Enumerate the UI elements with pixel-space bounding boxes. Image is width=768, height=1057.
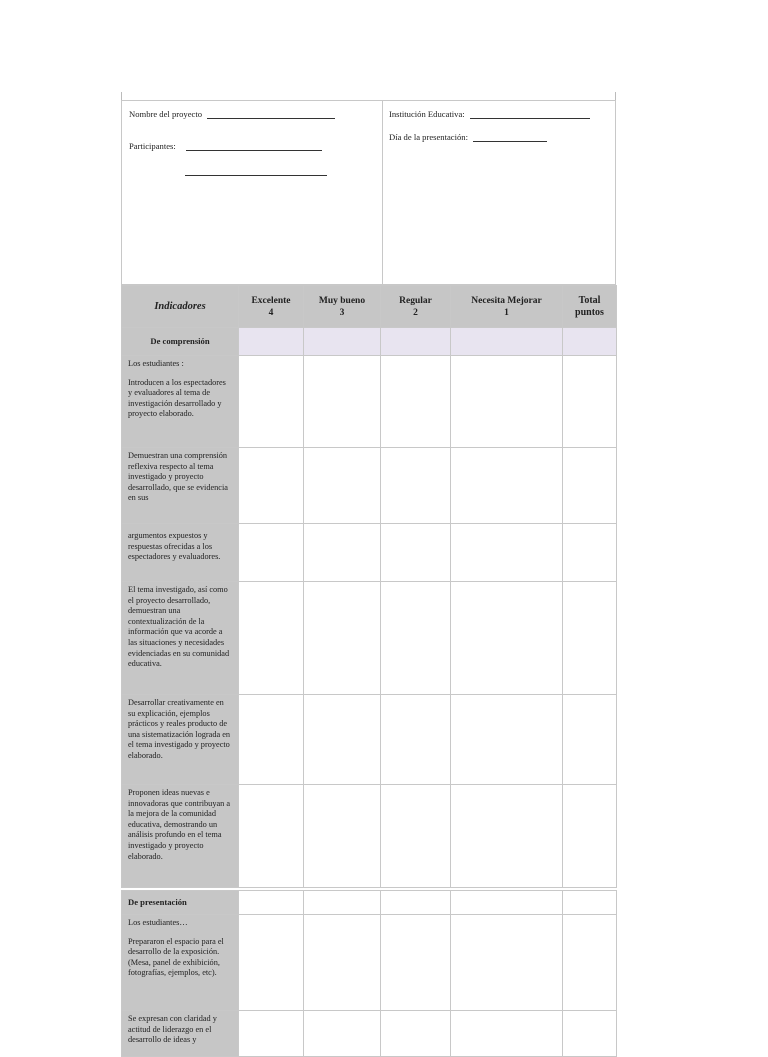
table-row (122, 785, 617, 888)
table-row (122, 695, 617, 785)
presentation-day-line[interactable] (473, 141, 547, 142)
project-info-header (121, 100, 616, 285)
col-header-necesita-mejorar: Necesita Mejorar 1 (451, 286, 563, 328)
table-row (122, 524, 617, 582)
table-row (122, 356, 617, 448)
score-cell[interactable] (304, 524, 381, 582)
institution-field[interactable] (389, 109, 590, 119)
participants-line-2[interactable] (185, 165, 327, 176)
page-edge-line (121, 92, 122, 100)
score-cell[interactable] (381, 915, 451, 1011)
score-cell[interactable] (304, 328, 381, 356)
score-cell[interactable] (381, 582, 451, 695)
table-row (122, 915, 617, 1011)
table-row (122, 582, 617, 695)
table-header-row (122, 286, 617, 328)
score-cell[interactable] (239, 328, 304, 356)
col-header-indicadores: Indicadores (122, 286, 239, 328)
score-cell[interactable] (381, 356, 451, 448)
score-cell[interactable] (451, 891, 563, 915)
project-info-left (122, 101, 383, 284)
score-cell[interactable] (563, 524, 617, 582)
participants-field[interactable] (129, 141, 322, 151)
indicator-cell (122, 1011, 239, 1057)
score-cell[interactable] (381, 785, 451, 888)
section-row-presentacion (122, 891, 617, 915)
score-cell[interactable] (304, 695, 381, 785)
indicator-text: Desarrollar creativamente en su explicación, ejemplos prácticos y reales producto de una sistematización lograda en el tema investigado y proyecto elaborado. (128, 698, 231, 760)
indicator-cell (122, 356, 239, 448)
score-cell[interactable] (563, 328, 617, 356)
section-label: De comprensión (122, 328, 239, 356)
score-cell[interactable] (451, 1011, 563, 1057)
score-cell[interactable] (381, 891, 451, 915)
project-name-line[interactable] (207, 118, 335, 119)
page-edge-line (615, 92, 616, 100)
col-header-total-puntos: Total puntos (563, 286, 617, 328)
indicator-text: Se expresan con claridad y actitud de liderazgo en el desarrollo de ideas y (128, 1014, 217, 1045)
score-cell[interactable] (451, 328, 563, 356)
indicator-cell (122, 785, 239, 888)
participants-label: Participantes: (129, 141, 176, 151)
indicator-cell (122, 915, 239, 1011)
indicator-text: Demuestran una comprensión reflexiva respecto al tema investigado y proyecto desarrollado, que se evidencia en sus (128, 451, 228, 503)
score-cell[interactable] (239, 582, 304, 695)
score-cell[interactable] (304, 1011, 381, 1057)
score-cell[interactable] (563, 915, 617, 1011)
score-cell[interactable] (563, 1011, 617, 1057)
score-cell[interactable] (451, 356, 563, 448)
score-cell[interactable] (563, 356, 617, 448)
indicator-text: argumentos expuestos y respuestas ofrecidas a los espectadores y evaluadores. (128, 531, 221, 562)
score-cell[interactable] (451, 915, 563, 1011)
indicator-lead: Los estudiantes… (128, 918, 188, 927)
indicator-text: Prepararon el espacio para el desarrollo de la exposición. (Mesa, panel de exhibición, fotografías, ejemplos, etc). (128, 936, 224, 978)
score-cell[interactable] (239, 356, 304, 448)
score-cell[interactable] (563, 448, 617, 524)
score-cell[interactable] (304, 356, 381, 448)
score-cell[interactable] (239, 1011, 304, 1057)
presentation-day-label: Día de la presentación: (389, 132, 468, 142)
score-cell[interactable] (381, 1011, 451, 1057)
score-cell[interactable] (239, 524, 304, 582)
score-cell[interactable] (563, 582, 617, 695)
score-cell[interactable] (451, 448, 563, 524)
indicator-text: Introducen a los espectadores y evaluadores al tema de investigación desarrollado y proyecto elaborado. (128, 377, 226, 419)
score-cell[interactable] (451, 785, 563, 888)
indicator-text: Proponen ideas nuevas e innovadoras que contribuyan a la mejora de la comunidad educativa, demostrando un análisis profundo en el tema investigado y proyecto elaborado. (128, 788, 231, 861)
participants-line[interactable] (186, 150, 322, 151)
indicator-cell (122, 695, 239, 785)
score-cell[interactable] (304, 448, 381, 524)
score-cell[interactable] (381, 524, 451, 582)
score-cell[interactable] (451, 524, 563, 582)
score-cell[interactable] (381, 695, 451, 785)
table-row (122, 1011, 617, 1057)
col-header-muy-bueno: Muy bueno 3 (304, 286, 381, 328)
rubric-table (121, 285, 617, 1057)
score-cell[interactable] (451, 695, 563, 785)
score-cell[interactable] (239, 695, 304, 785)
col-header-regular: Regular 2 (381, 286, 451, 328)
score-cell[interactable] (239, 785, 304, 888)
institution-line[interactable] (470, 118, 590, 119)
participants-line-2-field[interactable] (185, 165, 327, 176)
indicator-cell (122, 582, 239, 695)
project-name-label: Nombre del proyecto (129, 109, 203, 119)
presentation-day-field[interactable] (389, 132, 547, 142)
project-info-right (383, 101, 615, 284)
score-cell[interactable] (239, 448, 304, 524)
project-name-field[interactable] (129, 109, 335, 119)
institution-label: Institución Educativa: (389, 109, 465, 119)
score-cell[interactable] (563, 891, 617, 915)
score-cell[interactable] (304, 915, 381, 1011)
indicator-cell (122, 448, 239, 524)
score-cell[interactable] (563, 695, 617, 785)
score-cell[interactable] (304, 785, 381, 888)
score-cell[interactable] (239, 891, 304, 915)
indicator-cell (122, 524, 239, 582)
score-cell[interactable] (381, 448, 451, 524)
indicator-lead: Los estudiantes : (128, 359, 184, 368)
indicator-text: El tema investigado, así como el proyecto desarrollado, demuestran una contextualización de la información que va acorde a las situaciones y necesidades evidenciadas en su comunidad educativa. (128, 585, 230, 669)
score-cell[interactable] (304, 891, 381, 915)
score-cell[interactable] (451, 582, 563, 695)
section-label: De presentación (122, 891, 239, 915)
rubric-page (121, 92, 617, 1045)
score-cell[interactable] (381, 328, 451, 356)
section-row-comprension (122, 328, 617, 356)
score-cell[interactable] (239, 915, 304, 1011)
table-row (122, 448, 617, 524)
score-cell[interactable] (304, 582, 381, 695)
score-cell[interactable] (563, 785, 617, 888)
col-header-excelente: Excelente 4 (239, 286, 304, 328)
